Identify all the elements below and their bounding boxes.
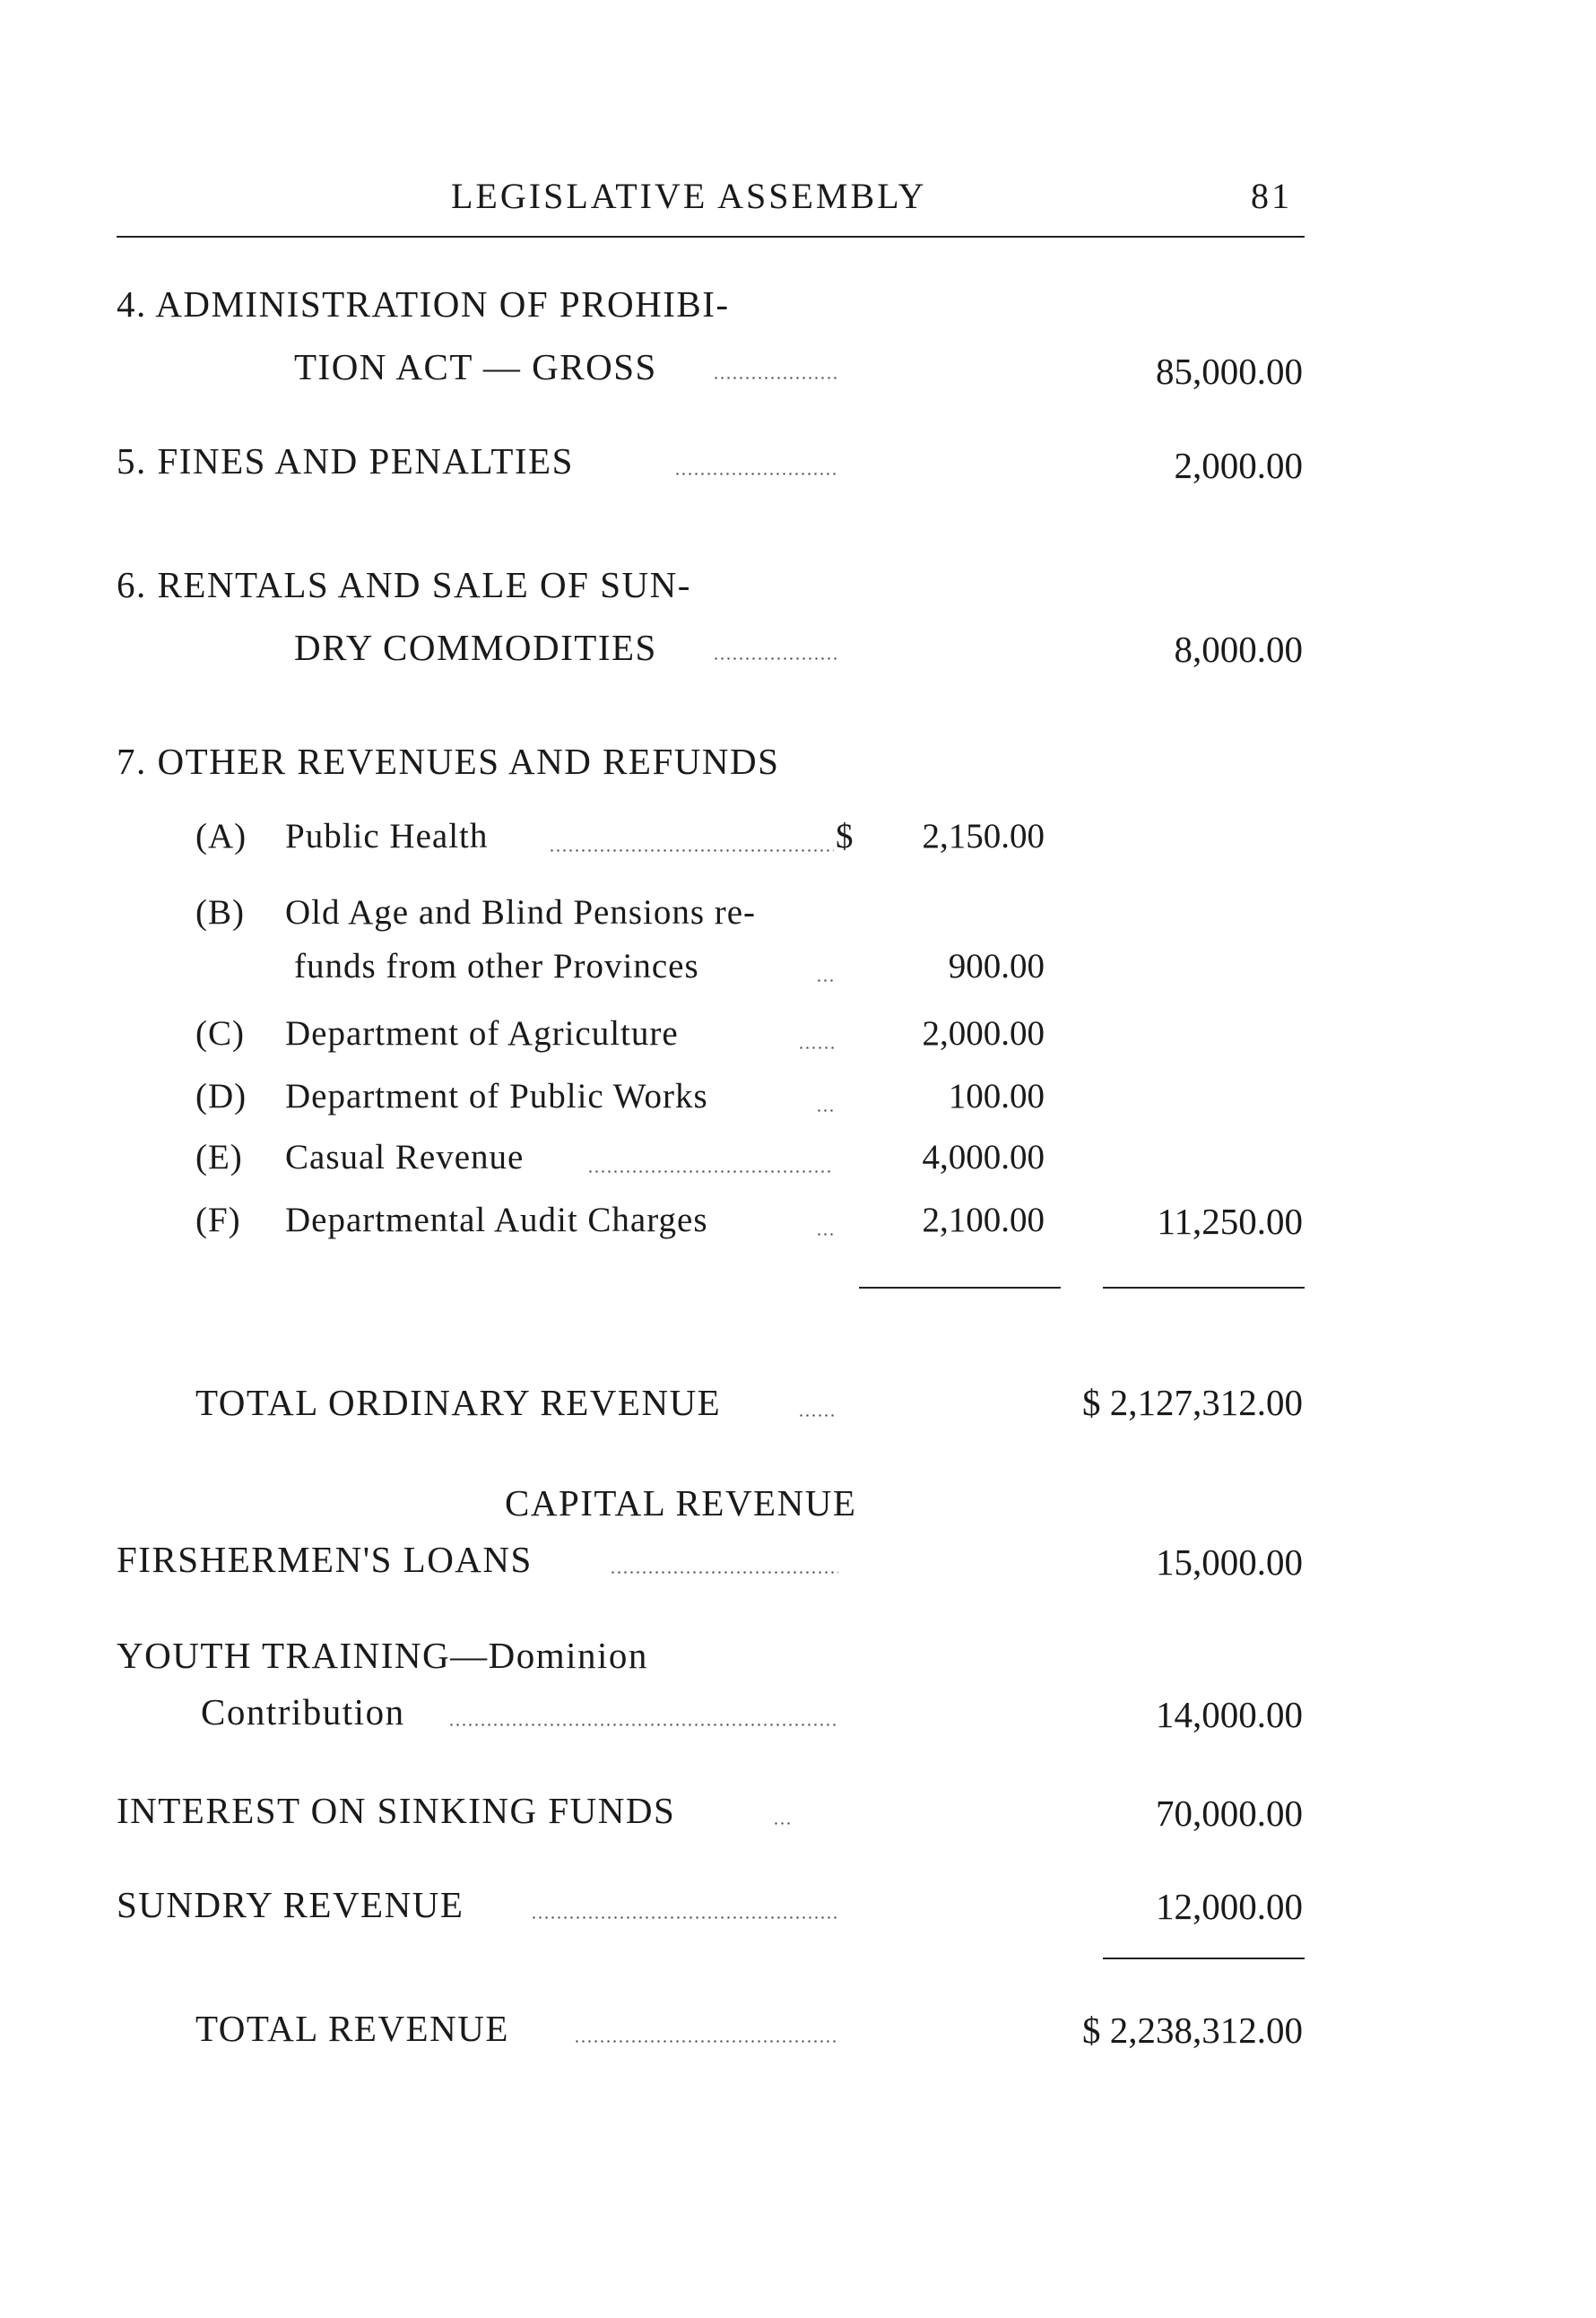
item-7-total: 11,250.00: [1157, 1201, 1303, 1242]
total-revenue-amount: $ 2,238,312.00: [1082, 2010, 1303, 2051]
header-rule: [117, 236, 1305, 238]
total-revenue-label: TOTAL REVENUE: [195, 2008, 509, 2049]
youth-training-amount: 14,000.00: [1156, 1694, 1303, 1735]
sub-f-letter: (F): [195, 1201, 241, 1239]
page-number: 81: [1251, 176, 1292, 216]
total-ordinary-label: TOTAL ORDINARY REVENUE: [195, 1382, 722, 1423]
leader-dots: [610, 1571, 838, 1574]
sub-a-letter: (A): [195, 817, 247, 855]
item-5-amount: 2,000.00: [1174, 445, 1303, 486]
sub-c-amount: 2,000.00: [922, 1014, 1045, 1053]
leader-dots: [816, 1233, 834, 1236]
fishermens-loans-label: FIRSHERMEN'S LOANS: [117, 1539, 533, 1580]
fishermens-loans-amount: 15,000.00: [1156, 1541, 1303, 1583]
sub-c-label: Department of Agriculture: [285, 1014, 679, 1053]
item-5-label: 5. FINES AND PENALTIES: [117, 440, 574, 482]
sundry-revenue-label: SUNDRY REVENUE: [117, 1884, 464, 1925]
leader-dots: [674, 473, 838, 475]
sub-f-amount: 2,100.00: [922, 1201, 1045, 1239]
leader-dots: [587, 1170, 834, 1173]
item-4-line2: TION ACT — GROSS: [294, 346, 657, 387]
leader-dots: [798, 1046, 834, 1049]
grand-total-rule: [1103, 1958, 1305, 1959]
sub-a-amount: 2,150.00: [922, 817, 1045, 855]
sub-d-letter: (D): [195, 1077, 247, 1116]
sub-a-dollar: $: [836, 817, 854, 855]
leader-dots: [574, 2040, 838, 2043]
item-6-line1: 6. RENTALS AND SALE OF SUN-: [117, 564, 691, 605]
capital-revenue-heading: CAPITAL REVENUE: [505, 1482, 857, 1524]
total-ordinary-amount: $ 2,127,312.00: [1082, 1382, 1303, 1423]
running-header-title: LEGISLATIVE ASSEMBLY: [451, 176, 927, 216]
leader-dots: [816, 979, 834, 982]
item-7-heading: 7. OTHER REVENUES AND REFUNDS: [117, 741, 780, 782]
item-4-amount: 85,000.00: [1156, 351, 1303, 392]
sub-d-label: Department of Public Works: [285, 1077, 708, 1116]
sub-c-letter: (C): [195, 1014, 245, 1053]
sub-b-letter: (B): [195, 893, 245, 932]
sub-f-label: Departmental Audit Charges: [285, 1201, 708, 1239]
leader-dots: [773, 1822, 791, 1825]
sub-a-label: Public Health: [285, 817, 489, 855]
leader-dots: [713, 657, 838, 660]
sub-b-label-line1: Old Age and Blind Pensions re-: [285, 893, 757, 932]
leader-dots: [713, 377, 838, 379]
sub-b-label-line2: funds from other Provinces: [294, 947, 699, 985]
youth-training-line1: YOUTH TRAINING—Dominion: [117, 1635, 648, 1676]
item-6-line2: DRY COMMODITIES: [294, 627, 657, 668]
interest-sinking-funds-label: INTEREST ON SINKING FUNDS: [117, 1790, 676, 1831]
sub-e-amount: 4,000.00: [922, 1138, 1045, 1176]
leader-dots: [798, 1414, 834, 1417]
leader-dots: [531, 1916, 838, 1919]
leader-dots: [549, 849, 834, 852]
sundry-revenue-amount: 12,000.00: [1156, 1886, 1303, 1927]
leader-dots: [448, 1723, 838, 1726]
item-4-line1: 4. ADMINISTRATION OF PROHIBI-: [117, 283, 730, 325]
interest-sinking-funds-amount: 70,000.00: [1156, 1793, 1303, 1834]
sub-b-amount: 900.00: [948, 947, 1045, 985]
leader-dots: [816, 1109, 834, 1112]
youth-training-line2: Contribution: [201, 1691, 405, 1732]
item-6-amount: 8,000.00: [1174, 629, 1303, 670]
sub-d-amount: 100.00: [948, 1077, 1045, 1116]
sub-e-label: Casual Revenue: [285, 1138, 525, 1176]
sub-e-letter: (E): [195, 1138, 243, 1176]
subtotal-rule: [859, 1287, 1061, 1289]
total-rule: [1103, 1287, 1305, 1289]
